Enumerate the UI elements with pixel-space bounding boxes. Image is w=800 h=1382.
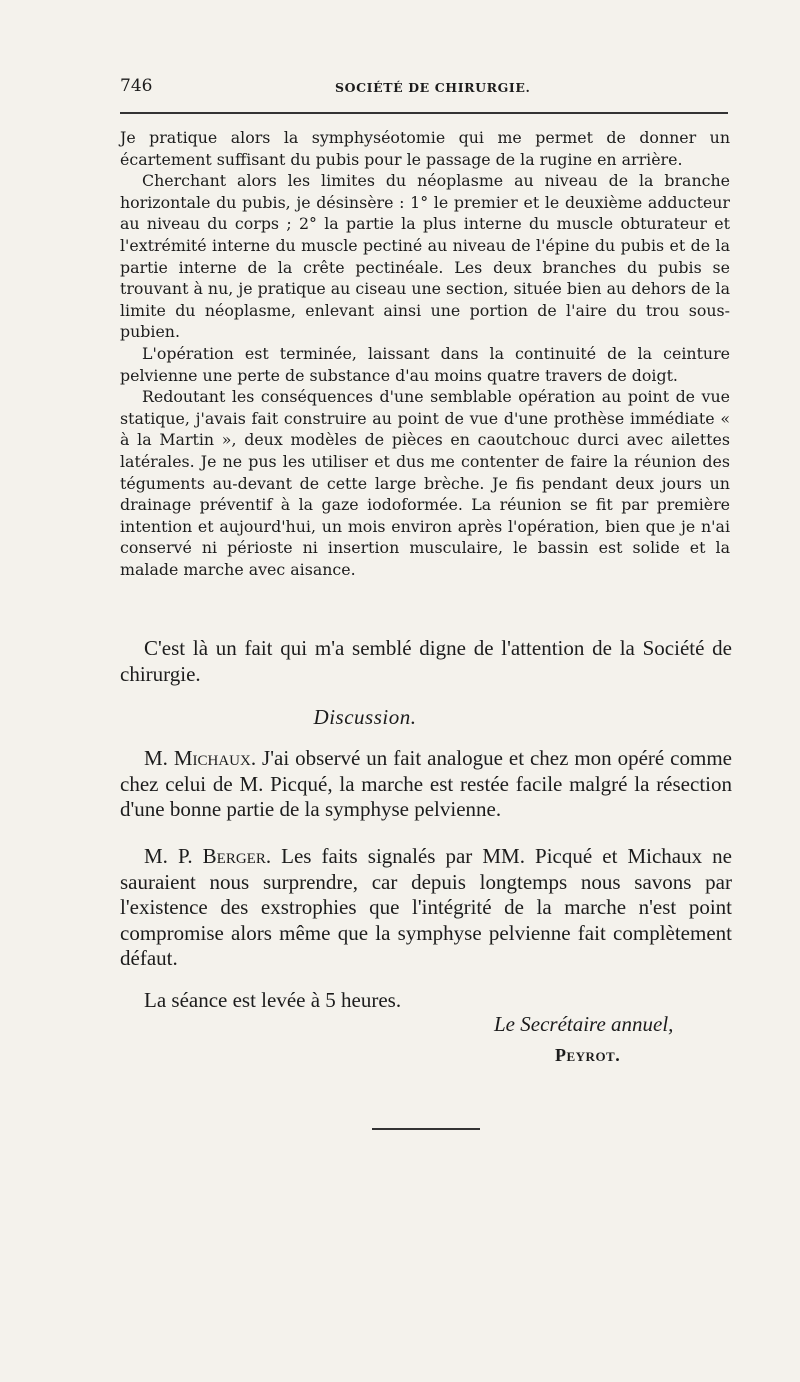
conclusion-paragraph: C'est là un fait qui m'a semblé digne de l'attention de la Société de chirurgie.	[120, 636, 732, 686]
running-title: SOCIÉTÉ DE CHIRURGIE.	[335, 80, 531, 95]
speaker-name: M. Michaux.	[144, 746, 257, 770]
discussion-text: Les faits signalés par MM. Picqué et Michaux ne sauraient nous surprendre, car depuis longtemps nous savons par l'existence des exstrophies que l'intégrité de la marche n'est point compromise alors même que la symphyse pelvienne fait complètement défaut.	[120, 844, 733, 970]
discussion-paragraph	[120, 844, 732, 972]
discussion-paragraph	[120, 746, 732, 823]
paragraph: L'opération est terminée, laissant dans la continuité de la ceinture pelvienne une perte de substance d'au moins quatre travers de doigt.	[120, 343, 730, 385]
end-rule	[372, 1128, 480, 1130]
signature-title: Le Secrétaire annuel,	[494, 1012, 674, 1036]
session-closing: La séance est levée à 5 heures.	[144, 988, 402, 1012]
conclusion-block	[120, 636, 732, 687]
discussion-text: J'ai observé un fait analogue et chez mon opéré comme chez celui de M. Picqué, la marche est restée facile malgré la résection d'une bonne partie de la symphyse pelvienne.	[120, 746, 732, 821]
signature-name: Peyrot.	[555, 1045, 621, 1065]
page-number: 746	[120, 76, 153, 96]
case-report-text	[120, 127, 730, 580]
discussion-entry	[120, 844, 732, 972]
page-header	[120, 76, 730, 100]
paragraph: Redoutant les conséquences d'une semblable opération au point de vue statique, j'avais fait construire au point de vue d'une prothèse immédiate « à la Martin », deux modèles de pièces en caoutchouc durci avec ailettes latérales. Je ne pus les utiliser et dus me contenter de faire la réunion des téguments au-devant de cette large brèche. Je fis pendant deux jours un drainage préventif à la gaze iodoformée. La réunion se fit par première intention et aujourd'hui, un mois environ après l'opération, bien que je n'ai conservé ni périoste ni insertion musculaire, le bassin est solide et la malade marche avec aisance.	[120, 387, 730, 579]
speaker-name: M. P. Berger.	[144, 844, 272, 868]
paragraph: Je pratique alors la symphyséotomie qui me permet de donner un écartement suffisant du pubis pour le passage de la rugine en arrière.	[120, 128, 730, 169]
paragraph: Cherchant alors les limites du néoplasme au niveau de la branche horizontale du pubis, je désinsère : 1° le premier et le deuxième adducteur au niveau du corps ; 2° la partie la plus interne du muscle obturateur et l'extrémité interne du muscle pectiné au niveau de l'épine du pubis et de la partie interne de la crête pectinéale. Les deux branches du pubis se trouvant à nu, je pratique au ciseau une section, située bien au dehors de la limite du néoplasme, enlevant ainsi une portion de l'aire du trou sous-pubien.	[120, 171, 730, 342]
discussion-heading: Discussion.	[313, 705, 417, 729]
discussion-entry	[120, 746, 732, 823]
header-rule	[120, 112, 728, 114]
